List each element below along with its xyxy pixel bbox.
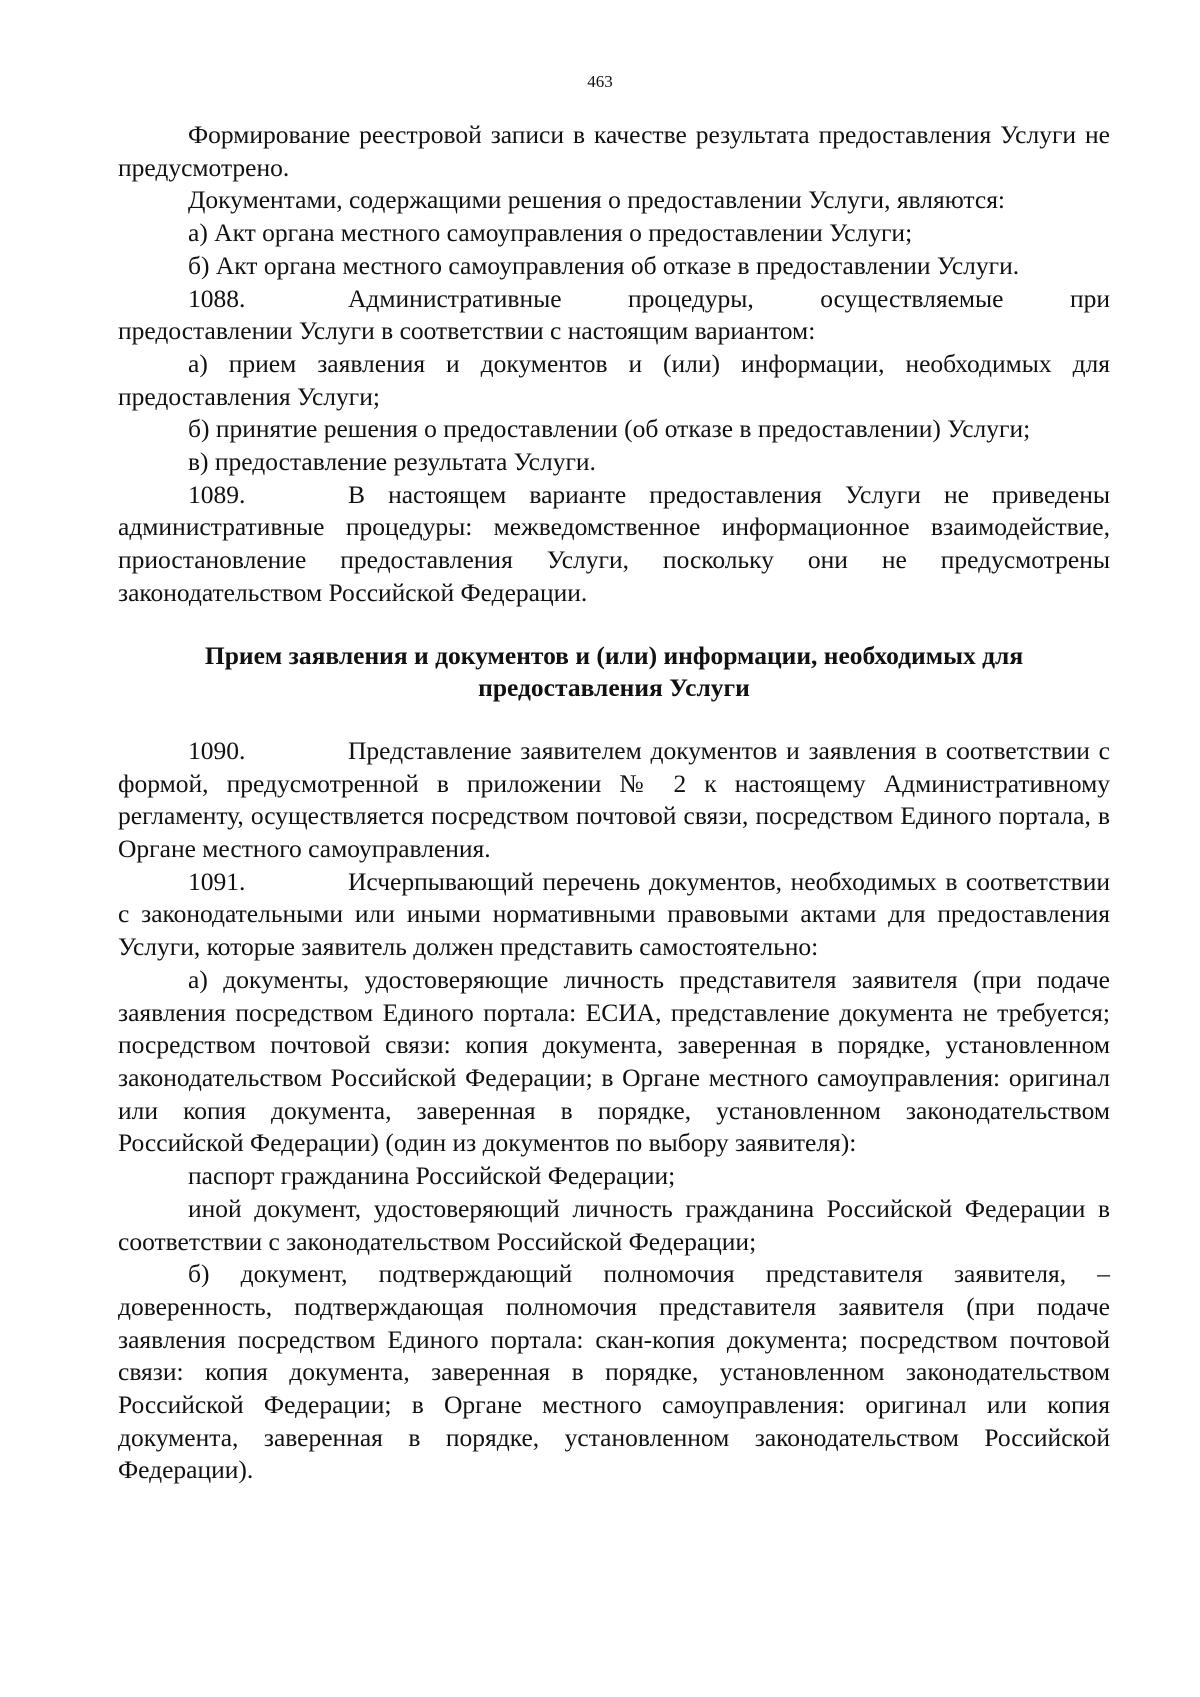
paragraph: иной документ, удостоверяющий личность гражданина Российской Федерации в соответствии с законодательством Российской Федерации;	[118, 1193, 1110, 1256]
paragraph: в) предоставление результата Услуги.	[188, 447, 596, 477]
paragraph: б) принятие решения о предоставлении (об отказе в предоставлении) Услуги;	[188, 414, 1031, 444]
numbered-paragraph	[118, 735, 1110, 866]
paragraph-text: Представление заявителем документов и заявления в соответствии с формой, предусмотренной в приложении № 2 к настоящему Административному регламенту, осуществляется посредством почтовой связи, посредством Единого портала, в Органе местного самоуправления.	[118, 735, 1110, 864]
paragraph: б) Акт органа местного самоуправления об отказе в предоставлении Услуги.	[188, 250, 1020, 280]
numbered-paragraph	[118, 283, 1110, 348]
paragraph: а) Акт органа местного самоуправления о предоставлении Услуги;	[188, 218, 913, 248]
paragraph: Документами, содержащими решения о предоставлении Услуги, являются:	[188, 185, 1006, 215]
paragraph: Формирование реестровой записи в качестве результата предоставления Услуги не предусмотрено.	[118, 120, 1110, 182]
numbered-paragraph	[118, 479, 1110, 610]
section-heading: Прием заявления и документов и (или) информации, необходимых для предоставления Услуги	[204, 640, 1024, 703]
paragraph-text: Административные процедуры, осуществляемые при предоставлении Услуги в соответствии с настоящим вариантом:	[118, 283, 1110, 346]
paragraph-number: 1088.	[188, 283, 246, 313]
paragraph-text: Исчерпывающий перечень документов, необходимых в соответствии с законодательными или иными нормативными правовыми актами для предоставления Услуги, которые заявитель должен представить самостоятельно:	[118, 866, 1110, 962]
paragraph: б) документ, подтверждающий полномочия представителя заявителя, – доверенность, подтверждающая полномочия представителя заявителя (при подаче заявления посредством Единого портала: скан-копия документа; посредством почтовой связи: копия документа, заверенная в порядке, установленном законодательством Российской Федерации; в Органе местного самоуправления: оригинал или копия документа, заверенная в порядке, установленном законодательством Российской Федерации).	[118, 1259, 1110, 1485]
numbered-paragraph	[118, 866, 1110, 964]
page-number: 463	[587, 72, 613, 91]
paragraph-text: В настоящем варианте предоставления Услуги не приведены административные процедуры: межведомственное информационное взаимодействие, приостановление предоставления Услуги, поскольку они не предусмотрены законодательством Российской Федерации.	[118, 479, 1110, 607]
paragraph-number: 1091.	[188, 866, 246, 896]
document-body	[118, 119, 1110, 1487]
paragraph: паспорт гражданина Российской Федерации;	[188, 1161, 676, 1191]
paragraph: а) документы, удостоверяющие личность представителя заявителя (при подаче заявления посредством Единого портала: ЕСИА, представление документа не требуется; посредством почтовой связи: копия документа, заверенная в порядке, установленном законодательством Российской Федерации; в Органе местного самоуправления: оригинал или копия документа, заверенная в порядке, установленном законодательством Российской Федерации) (один из документов по выбору заявителя):	[118, 964, 1110, 1158]
paragraph-number: 1090.	[188, 735, 246, 765]
paragraph: а) прием заявления и документов и (или) информации, необходимых для предоставления Услуги;	[118, 348, 1110, 411]
section-bottom	[118, 735, 1110, 1487]
paragraph-number: 1089.	[188, 479, 246, 509]
section-top	[118, 119, 1110, 610]
